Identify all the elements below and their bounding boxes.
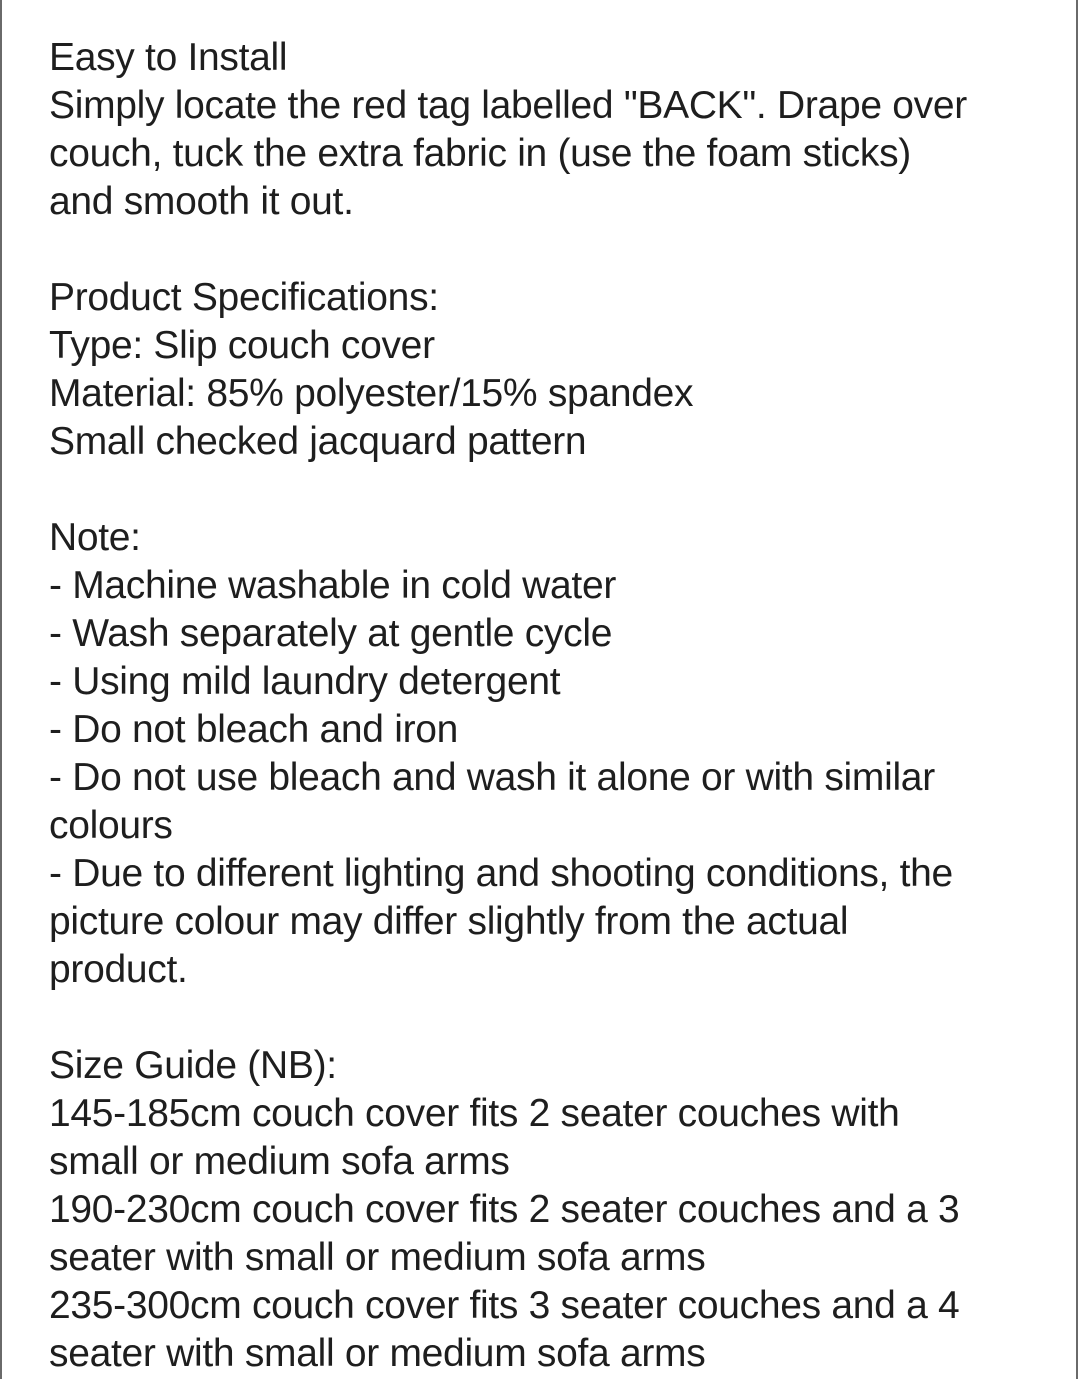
section-spacer — [49, 994, 1049, 1042]
spec-line: Small checked jacquard pattern — [49, 420, 587, 463]
size-guide-line: small or medium sofa arms — [49, 1140, 510, 1183]
note-line: - Wash separately at gentle cycle — [49, 612, 613, 655]
install-line: Simply locate the red tag labelled "BACK". Drape over — [49, 84, 967, 127]
section-spacer — [49, 226, 1049, 274]
install-line: couch, tuck the extra fabric in (use the foam sticks) — [49, 132, 911, 175]
size-guide-line: 145-185cm couch cover fits 2 seater couches with — [49, 1092, 900, 1135]
size-guide-line: 190-230cm couch cover fits 2 seater couches and a 3 — [49, 1188, 960, 1231]
note-line: - Do not use bleach and wash it alone or with similar — [49, 756, 935, 799]
note-line: - Machine washable in cold water — [49, 564, 617, 607]
install-line: and smooth it out. — [49, 180, 354, 223]
install-heading: Easy to Install — [49, 36, 288, 79]
specs-section — [49, 274, 1049, 466]
note-heading: Note: — [49, 516, 141, 559]
spec-line: Material: 85% polyester/15% spandex — [49, 372, 694, 415]
note-line: - Do not bleach and iron — [49, 708, 459, 751]
note-line: product. — [49, 948, 188, 991]
install-section — [49, 34, 1049, 226]
size-guide-line: seater with small or medium sofa arms — [49, 1332, 706, 1375]
note-line: - Due to different lighting and shooting conditions, the — [49, 852, 953, 895]
size-guide-heading: Size Guide (NB): — [49, 1044, 337, 1087]
size-guide-line: 235-300cm couch cover fits 3 seater couches and a 4 — [49, 1284, 960, 1327]
spec-line: Type: Slip couch cover — [49, 324, 435, 367]
note-line: colours — [49, 804, 173, 847]
note-section — [49, 514, 1049, 994]
specs-heading: Product Specifications: — [49, 276, 439, 319]
section-spacer — [49, 466, 1049, 514]
size-guide-section — [49, 1042, 1049, 1378]
product-description — [49, 34, 1049, 1378]
note-line: picture colour may differ slightly from the actual — [49, 900, 849, 943]
note-line: - Using mild laundry detergent — [49, 660, 561, 703]
size-guide-line: seater with small or medium sofa arms — [49, 1236, 706, 1279]
